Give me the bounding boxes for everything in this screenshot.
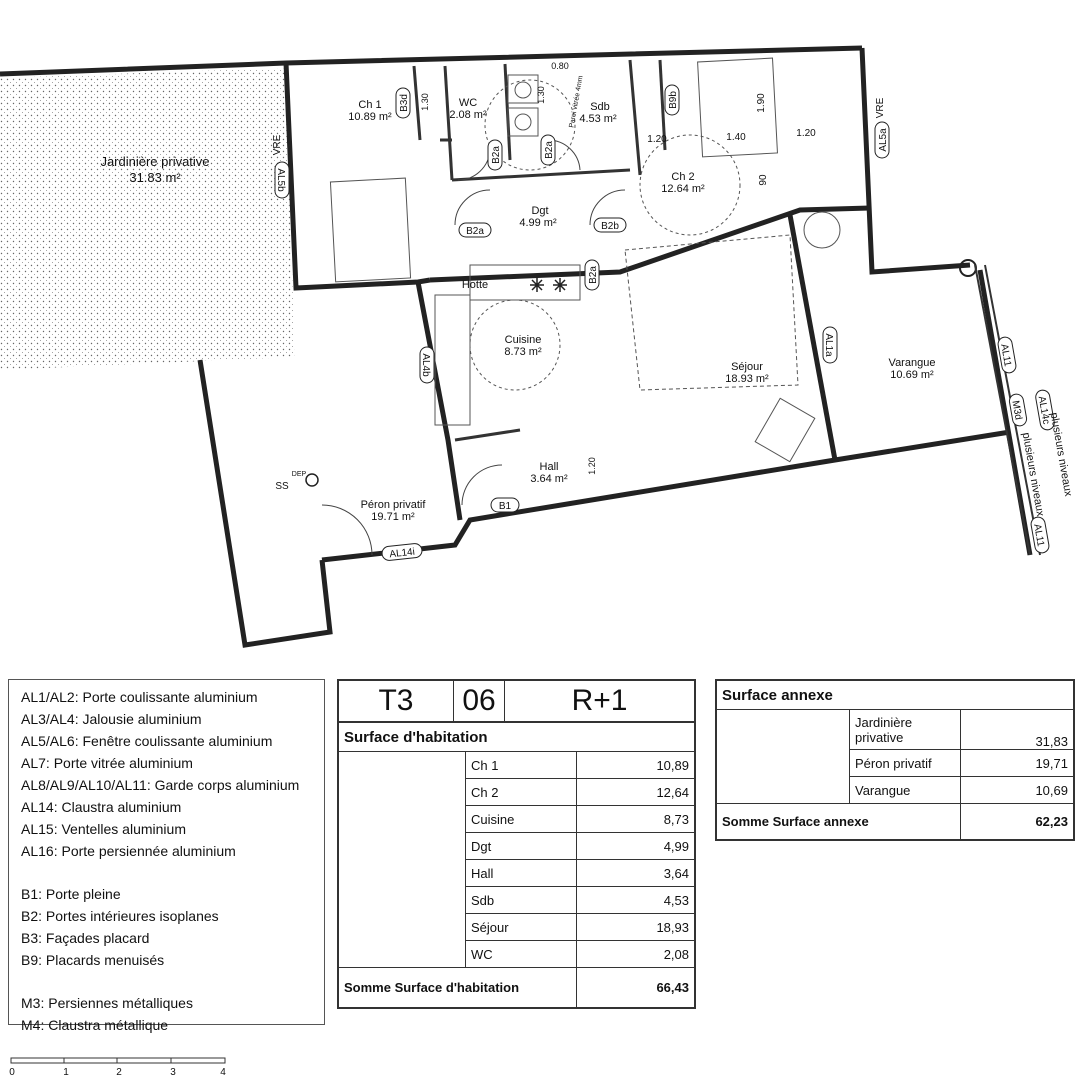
annotations (272, 61, 1074, 518)
room-name: Péron privatif (360, 499, 426, 511)
room-name: Ch 1 (358, 99, 382, 111)
room-name: Sdb (590, 101, 610, 113)
blank-cell (717, 710, 850, 804)
room-area: 12.64 m² (661, 183, 705, 195)
room-area: 8.73 m² (504, 346, 542, 358)
tag-label: AL11 (998, 343, 1013, 368)
room-name: Dgt (531, 205, 549, 217)
unit-type: T3 (339, 681, 454, 722)
value-cell: 8,73 (577, 806, 695, 833)
stove-icon (530, 278, 567, 292)
value-cell: 2,08 (577, 941, 695, 968)
room-cell: Ch 1 (466, 752, 577, 779)
dimension: 90 (758, 174, 769, 186)
room-area: 18.93 m² (725, 373, 769, 385)
tag-label: B2a (544, 141, 555, 159)
legend-item: B9: Placards menuisés (21, 952, 165, 968)
door-swings (322, 140, 625, 555)
room-area: 4.53 m² (579, 113, 617, 125)
levels-label: plusieurs niveaux (1019, 431, 1047, 518)
total-label: Somme Surface annexe (717, 804, 961, 840)
habitation-table (337, 679, 696, 1009)
legend-item: AL16: Porte persiennée aluminium (21, 843, 236, 859)
legend-item: AL3/AL4: Jalousie aluminium (21, 711, 202, 727)
room-area: 2.08 m² (449, 109, 487, 121)
room-cell: Cuisine (466, 806, 577, 833)
legend-gap (21, 862, 312, 883)
levels-label: plusieurs niveaux (1047, 411, 1075, 498)
value-cell: 12,64 (577, 779, 695, 806)
room-name: Cuisine (504, 334, 542, 346)
vre-label: VRE (272, 134, 283, 156)
legend-item: M3: Persiennes métalliques (21, 995, 193, 1011)
annexe-table (715, 679, 1075, 841)
room-name: Hall (539, 461, 559, 473)
tag-label: AL4b (420, 353, 431, 377)
tag-label: AL14c (1035, 395, 1052, 426)
tag-label: B2a (491, 146, 502, 164)
scale-tick: 4 (220, 1067, 226, 1078)
room-name: Varangue (888, 357, 936, 369)
legend-item: AL7: Porte vitrée aluminium (21, 755, 193, 771)
tag-label: AL11 (1031, 523, 1046, 548)
room-name: Ch 2 (671, 171, 695, 183)
habitation-title: Surface d'habitation (339, 723, 695, 752)
tag-label: B2a (466, 226, 484, 237)
value-cell: 10,69 (961, 777, 1074, 804)
legend-item: B2: Portes intérieures isoplanes (21, 908, 219, 924)
annexe-title: Surface annexe (717, 681, 1074, 710)
room-name: Jardinière privative (100, 154, 210, 169)
room-area: 4.99 m² (519, 217, 557, 229)
tag-label: B1 (498, 501, 512, 512)
room-area: 19.71 m² (371, 511, 415, 523)
room-name: Séjour (731, 361, 763, 373)
value-cell: 31,83 (961, 710, 1074, 750)
dimension: 1.30 (420, 93, 430, 111)
dimension: 1.20 (796, 128, 816, 139)
room-cell: Dgt (466, 833, 577, 860)
room-cell: Péron privatif (850, 750, 961, 777)
room-cell: Séjour (466, 914, 577, 941)
dimension: 0.80 (551, 61, 569, 71)
room-name: WC (458, 97, 478, 109)
room-cell: Varangue (850, 777, 961, 804)
dimension: 1.90 (756, 93, 767, 113)
legend-item: B3: Façades placard (21, 930, 150, 946)
total-value: 62,23 (961, 804, 1074, 840)
unit-level: R+1 (505, 681, 695, 722)
tag-label: AL5b (275, 168, 286, 192)
vre-label: VRE (875, 97, 886, 119)
room-area: 10.89 m² (348, 111, 392, 123)
value-cell: 18,93 (577, 914, 695, 941)
value-cell: 4,53 (577, 887, 695, 914)
room-cell: WC (466, 941, 577, 968)
hotte-label: Hotte (461, 279, 489, 291)
value-cell: 4,99 (577, 833, 695, 860)
dimension: 1.20 (587, 457, 597, 475)
dep-label: DEP (291, 471, 307, 478)
tag-label: AL1a (823, 333, 834, 357)
scale-tick: 2 (116, 1067, 122, 1078)
dimension: 1.30 (536, 86, 546, 104)
value-cell: 3,64 (577, 860, 695, 887)
tag-label: B2a (588, 266, 599, 284)
value-cell: 19,71 (961, 750, 1074, 777)
garden-area (0, 68, 295, 370)
blank-cell (339, 752, 466, 968)
legend-item: B1: Porte pleine (21, 886, 121, 902)
dimension: 1.40 (726, 132, 746, 143)
legend-item: M4: Claustra métallique (21, 1017, 169, 1033)
tag-label: B9b (668, 91, 679, 109)
room-cell: Hall (466, 860, 577, 887)
ss-label: SS (275, 481, 289, 492)
legend-item: AL5/AL6: Fenêtre coulissante aluminium (21, 733, 273, 749)
scale-bar (8, 1055, 228, 1080)
legend-box (8, 679, 325, 1033)
tag-label: AL14i (388, 546, 416, 561)
tag-label: B3d (399, 94, 410, 112)
room-cell: Jardinière privative (850, 710, 961, 750)
unit-number: 06 (454, 681, 505, 722)
room-area: 3.64 m² (530, 473, 568, 485)
legend-gap (21, 971, 312, 992)
tag-label: M3d (1009, 399, 1024, 421)
legend-item: AL1/AL2: Porte coulissante aluminium (21, 689, 258, 705)
dimension: 1.20 (647, 134, 667, 145)
room-area: 31.83 m² (129, 170, 181, 185)
scale-tick: 1 (63, 1067, 69, 1078)
room-cell: Ch 2 (466, 779, 577, 806)
legend-item: AL14: Claustra aluminium (21, 799, 182, 815)
tag-label: AL5a (878, 128, 889, 152)
total-value: 66,43 (577, 968, 695, 1008)
legend-item: AL8/AL9/AL10/AL11: Garde corps aluminium (21, 777, 300, 793)
legend-item: AL15: Ventelles aluminium (21, 821, 186, 837)
paroi-label: Paroi vitrée 4mm (568, 75, 585, 129)
scale-tick: 0 (9, 1067, 15, 1078)
room-cell: Sdb (466, 887, 577, 914)
value-cell: 10,89 (577, 752, 695, 779)
tag-label: B2b (601, 221, 619, 232)
room-area: 10.69 m² (890, 369, 934, 381)
total-label: Somme Surface d'habitation (339, 968, 577, 1008)
scale-tick: 3 (170, 1067, 176, 1078)
